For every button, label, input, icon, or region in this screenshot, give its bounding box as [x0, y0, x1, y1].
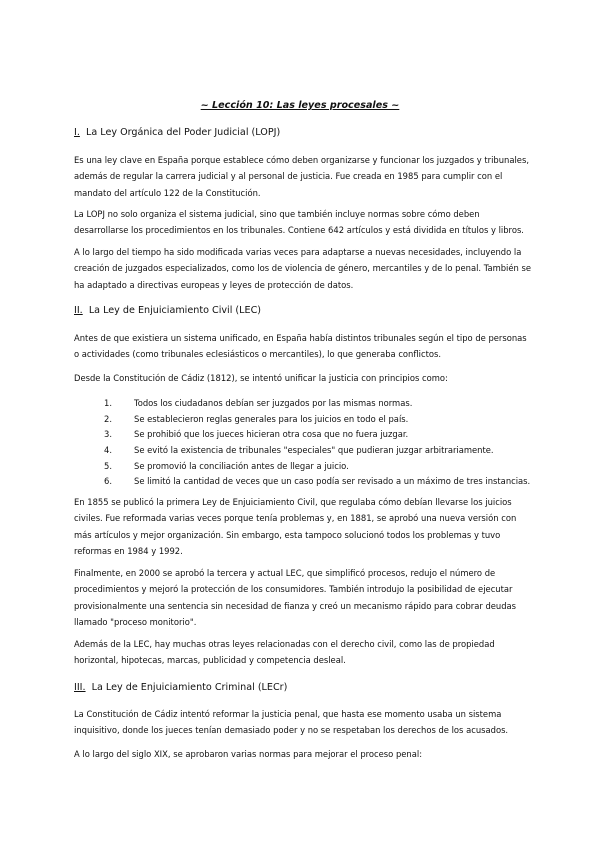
list-item: 5. Se promovió la conciliación antes de llegar a juicio. [104, 460, 349, 471]
page-title: ~ Lección 10: Las leyes procesales ~ [200, 100, 400, 111]
principles-list [104, 396, 534, 490]
section-number: II. [74, 305, 83, 316]
list-item: 3. Se prohibió que los jueces hicieran otra cosa que no fuera juzgar. [104, 429, 409, 440]
list-item: 4. Se evitó la existencia de tribunales "especiales" que pudieran juzgar arbitrariamente. [104, 445, 494, 456]
section-title: La Ley Orgánica del Poder Judicial (LOPJ) [86, 127, 281, 138]
paragraph: Antes de que existiera un sistema unificado, en España había distintos tribunales según el tipo de personas o actividades (como tribunales eclesiásticos o mercantiles), lo que generaba conflictos. [74, 333, 527, 360]
paragraph: A lo largo del tiempo ha sido modificada varias veces para adaptarse a nuevas necesidades, incluyendo la creación de juzgados especializados, como los de violencia de género, mercantiles y de lo penal. También se ha adaptado a directivas europeas y leyes de protección de datos. [74, 247, 532, 290]
paragraph: Finalmente, en 2000 se aprobó la tercera y actual LEC, que simplificó procesos, redujo el número de procedimientos y mejoró la protección de los consumidores. También introdujo la posibilidad de ejecutar provisionalmente una sentencia sin necesidad de fianza y creó un mecanismo rápido para cobrar deudas llamado "proceso monitorio". [74, 568, 517, 627]
paragraph: Desde la Constitución de Cádiz (1812), se intentó unificar la justicia con principios como: [74, 373, 448, 383]
section-title: La Ley de Enjuiciamiento Civil (LEC) [88, 305, 262, 316]
paragraph: La LOPJ no solo organiza el sistema judicial, sino que también incluye normas sobre cómo deben desarrollarse los procedimientos en los tribunales. Contiene 642 artículos y está dividida en títulos y libros. [74, 209, 524, 236]
list-item: 6. Se limitó la cantidad de veces que un caso podía ser revisado a un máximo de tres instancias. [104, 476, 531, 487]
section-title: La Ley de Enjuiciamiento Criminal (LECr) [91, 682, 288, 693]
paragraph: A lo largo del siglo XIX, se aprobaron varias normas para mejorar el proceso penal: [74, 749, 423, 759]
section-heading-lopj [74, 127, 280, 138]
list-item: 1. Todos los ciudadanos debían ser juzgados por las mismas normas. [104, 398, 413, 408]
section-number: III. [74, 682, 86, 693]
section-heading-lecr [74, 682, 287, 693]
paragraph: Es una ley clave en España porque establece cómo deben organizarse y funcionar los juzgados y tribunales, además de regular la carrera judicial y al personal de justicia. Fue creada en 1985 para cumplir con el mandato del artículo 122 de la Constitución. [74, 155, 529, 198]
section-number: I. [74, 127, 80, 138]
list-item: 2. Se establecieron reglas generales para los juicios en todo el país. [104, 413, 409, 424]
paragraph: Además de la LEC, hay muchas otras leyes relacionadas con el derecho civil, como las de propiedad horizontal, hipotecas, marcas, publicidad y competencia desleal. [74, 639, 495, 666]
section-heading-lec [74, 305, 261, 316]
paragraph: La Constitución de Cádiz intentó reformar la justicia penal, que hasta ese momento usaba un sistema inquisitivo, donde los jueces tenían demasiado poder y no se respetaban los derechos de los acusados. [74, 709, 509, 736]
paragraph: En 1855 se publicó la primera Ley de Enjuiciamiento Civil, que regulaba cómo debían llevarse los juicios civiles. Fue reformada varias veces porque tenía problemas y, en 1881, se aprobó una nueva versión con más artículos y mejor organización. Sin embargo, esta tampoco solucionó todos los problemas y tuvo reformas en 1984 y 1992. [74, 497, 517, 556]
